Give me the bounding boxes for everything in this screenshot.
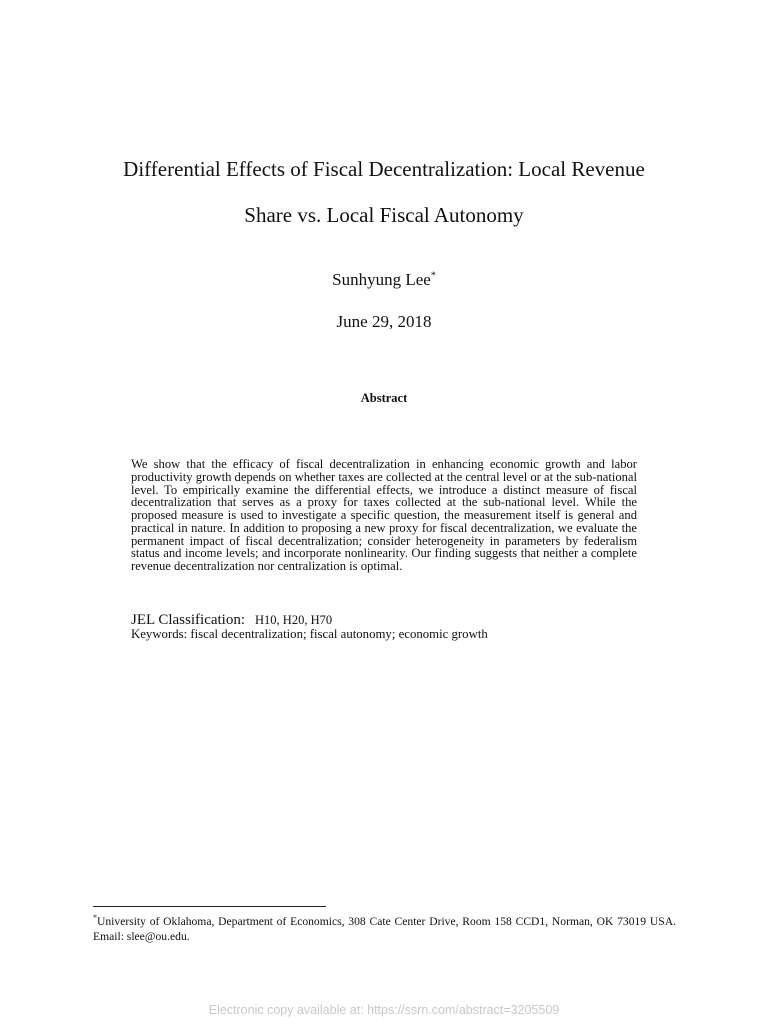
abstract-body: We show that the efficacy of fiscal decentralization in enhancing economic growth and labor productivity growth depends on whether taxes are collected at the central level or at the sub-national level. To empirically examine the differential effects, we introduce a distinct measure of fiscal decentralization that serves as a proxy for taxes collected at the sub-national level. While the proposed measure is used to investigate a specific question, the measurement itself is general and practical in nature. In addition to proposing a new proxy for fiscal decentralization, we evaluate the permanent impact of fiscal decentralization; consider heterogeneity in parameters by federalism status and income levels; and incorporate nonlinearity. Our finding suggests that neither a complete revenue decentralization nor centralization is optimal. (131, 457, 638, 573)
paper-date: June 29, 2018 (336, 312, 432, 331)
footnote-mark: * (93, 913, 97, 922)
ssrn-watermark: Electronic copy available at: https://ssrn.com/abstract=3205509 (208, 1003, 560, 1017)
footnote-text: University of Oklahoma, Department of Economics, 308 Cate Center Drive, Room 158 CCD1, Norman, OK 73019 USA. Email: slee@ou.edu. (93, 914, 676, 943)
footnote-rule (93, 906, 326, 907)
jel-label: JEL Classification: (131, 612, 246, 628)
paper-title-line-1: Differential Effects of Fiscal Decentralization: Local Revenue (123, 157, 645, 181)
jel-codes: H10, H20, H70 (255, 613, 333, 627)
author-name-text: Sunhyung Lee (332, 270, 431, 289)
author-footnote-mark: * (430, 270, 436, 282)
author-name (0, 270, 768, 290)
paper-title-line-2: Share vs. Local Fiscal Autonomy (244, 203, 524, 227)
keywords: Keywords: fiscal decentralization; fiscal autonomy; economic growth (131, 627, 488, 641)
author-footnote (93, 910, 676, 944)
abstract-heading: Abstract (360, 391, 408, 405)
